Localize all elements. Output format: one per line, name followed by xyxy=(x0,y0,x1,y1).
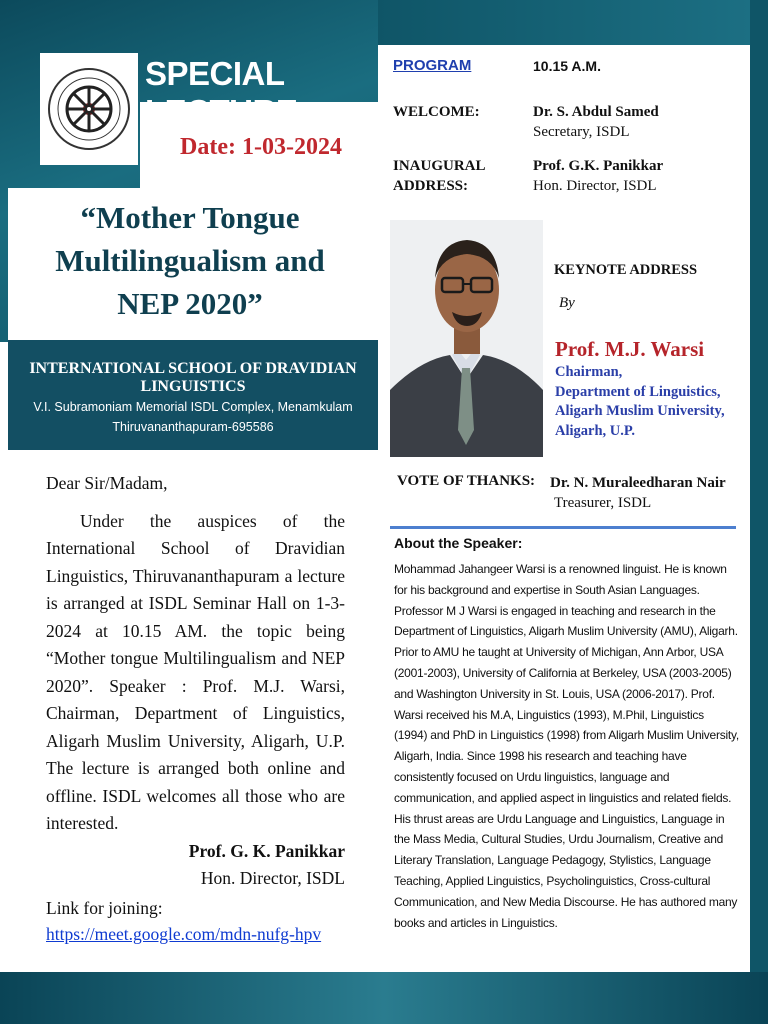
address-line: Thiruvananthapuram-695586 xyxy=(112,420,274,434)
topic-line: “Mother Tongue xyxy=(80,200,300,235)
speaker-affiliation xyxy=(555,363,725,441)
inaugural-speaker xyxy=(533,156,663,196)
inaugural-name: Prof. G.K. Panikkar xyxy=(533,158,664,174)
footer-band xyxy=(0,972,768,1024)
invitation-letter xyxy=(46,470,345,893)
institution-name: INTERNATIONAL SCHOOL OF DRAVIDIAN LINGUISTICS xyxy=(29,360,357,395)
program-heading: PROGRAM xyxy=(393,57,472,74)
isdl-logo xyxy=(40,53,138,165)
letter-body: Under the auspices of the International School of Dravidian Linguistics, Thiruvananthapuram a lecture is arranged at ISDL Seminar Hall on 1-3-2024 at 10.15 AM. the topic being “Mother tongue Multilingualism and NEP 2020”. Speaker : Prof. M.J. Warsi, Chairman, Department of Linguistics, Aligarh Muslim University, Aligarh, U.P. The lecture is arranged both online and offline. ISDL welcomes all those who are interested. xyxy=(46,510,345,833)
speaker-name: Prof. M.J. Warsi xyxy=(555,337,705,361)
signatory-name: Prof. G. K. Panikkar xyxy=(188,840,345,861)
salutation: Dear Sir/Madam, xyxy=(46,473,168,493)
inaugural-label-line: INAUGURAL xyxy=(393,158,486,174)
signatory-title: Hon. Director, ISDL xyxy=(200,868,345,888)
lecture-date: Date: 1-03-2024 xyxy=(180,134,342,160)
topic-line: NEP 2020” xyxy=(117,286,263,321)
keynote-label: KEYNOTE ADDRESS xyxy=(554,262,698,278)
speaker-affiliation-line: Department of Linguistics, xyxy=(555,383,721,400)
speaker-affiliation-line: Chairman, xyxy=(555,364,623,380)
institution-address xyxy=(8,397,378,437)
welcome-label: WELCOME: xyxy=(393,104,480,120)
topic-line: Multilingualism and xyxy=(55,243,325,278)
by-label: By xyxy=(559,295,575,311)
vote-role: Treasurer, ISDL xyxy=(554,495,652,511)
welcome-name: Dr. S. Abdul Samed xyxy=(533,104,659,120)
vote-of-thanks-speaker xyxy=(550,473,726,513)
top-band xyxy=(378,0,750,45)
inaugural-label-line: ADDRESS: xyxy=(393,178,469,194)
inaugural-label xyxy=(393,156,486,196)
welcome-speaker xyxy=(533,102,659,142)
vote-of-thanks-label: VOTE OF THANKS: xyxy=(397,473,536,489)
about-text: Mohammad Jahangeer Warsi is a renowned linguist. He is known for his background and expertise in South Asian Languages. Professor M J Warsi is engaged in teaching and research in the Department of Linguistics, Aligarh Muslim University (AMU), Aligarh. Prior to AMU he taught at University of Michigan, Ann Arbor, USA (2001-2003), University of California at Berkeley, USA (2003-2005) and Washington University in St. Louis, USA (2006-2017). Prof. Warsi received his M.A, Linguistics (1993), M.Phil, Linguistics (1994) and PhD in Linguistics (1998) from Aligarh Muslim University, Aligarh, India. Since 1998 his research and teaching have consistently focused on Urdu linguistics, language and communication, and applied aspect in linguistics and related fields. His thrust areas are Urdu Language and Linguistics, Language in the Mass Media, Cultural Studies, Urdu Journalism, Creative and Literary Translation, Language Pedagogy, Stylistics, Language Teaching, Applied Linguistics, Psycholinguistics, Cross-cultural Communication, and New Media Discourse. He has authored many books and articles in Linguistics. xyxy=(394,562,739,930)
link-label: Link for joining: xyxy=(46,898,163,918)
section-divider xyxy=(390,526,736,529)
page-title: SPECIAL LECTURE xyxy=(145,55,298,130)
vote-name: Dr. N. Muraleedharan Nair xyxy=(550,475,726,491)
right-band xyxy=(750,0,768,1024)
speaker-affiliation-line: Aligarh, U.P. xyxy=(555,422,636,439)
about-heading: About the Speaker: xyxy=(394,535,523,551)
lecture-topic xyxy=(20,196,360,325)
meeting-link[interactable]: https://meet.google.com/mdn-nufg-hpv xyxy=(46,924,322,944)
speaker-affiliation-line: Aligarh Muslim University, xyxy=(555,403,725,419)
speaker-photo xyxy=(390,220,543,457)
inaugural-role: Hon. Director, ISDL xyxy=(533,178,657,194)
address-line: V.I. Subramoniam Memorial ISDL Complex, Menamkulam xyxy=(33,400,353,414)
welcome-role: Secretary, ISDL xyxy=(533,124,630,140)
program-time: 10.15 A.M. xyxy=(533,58,601,74)
